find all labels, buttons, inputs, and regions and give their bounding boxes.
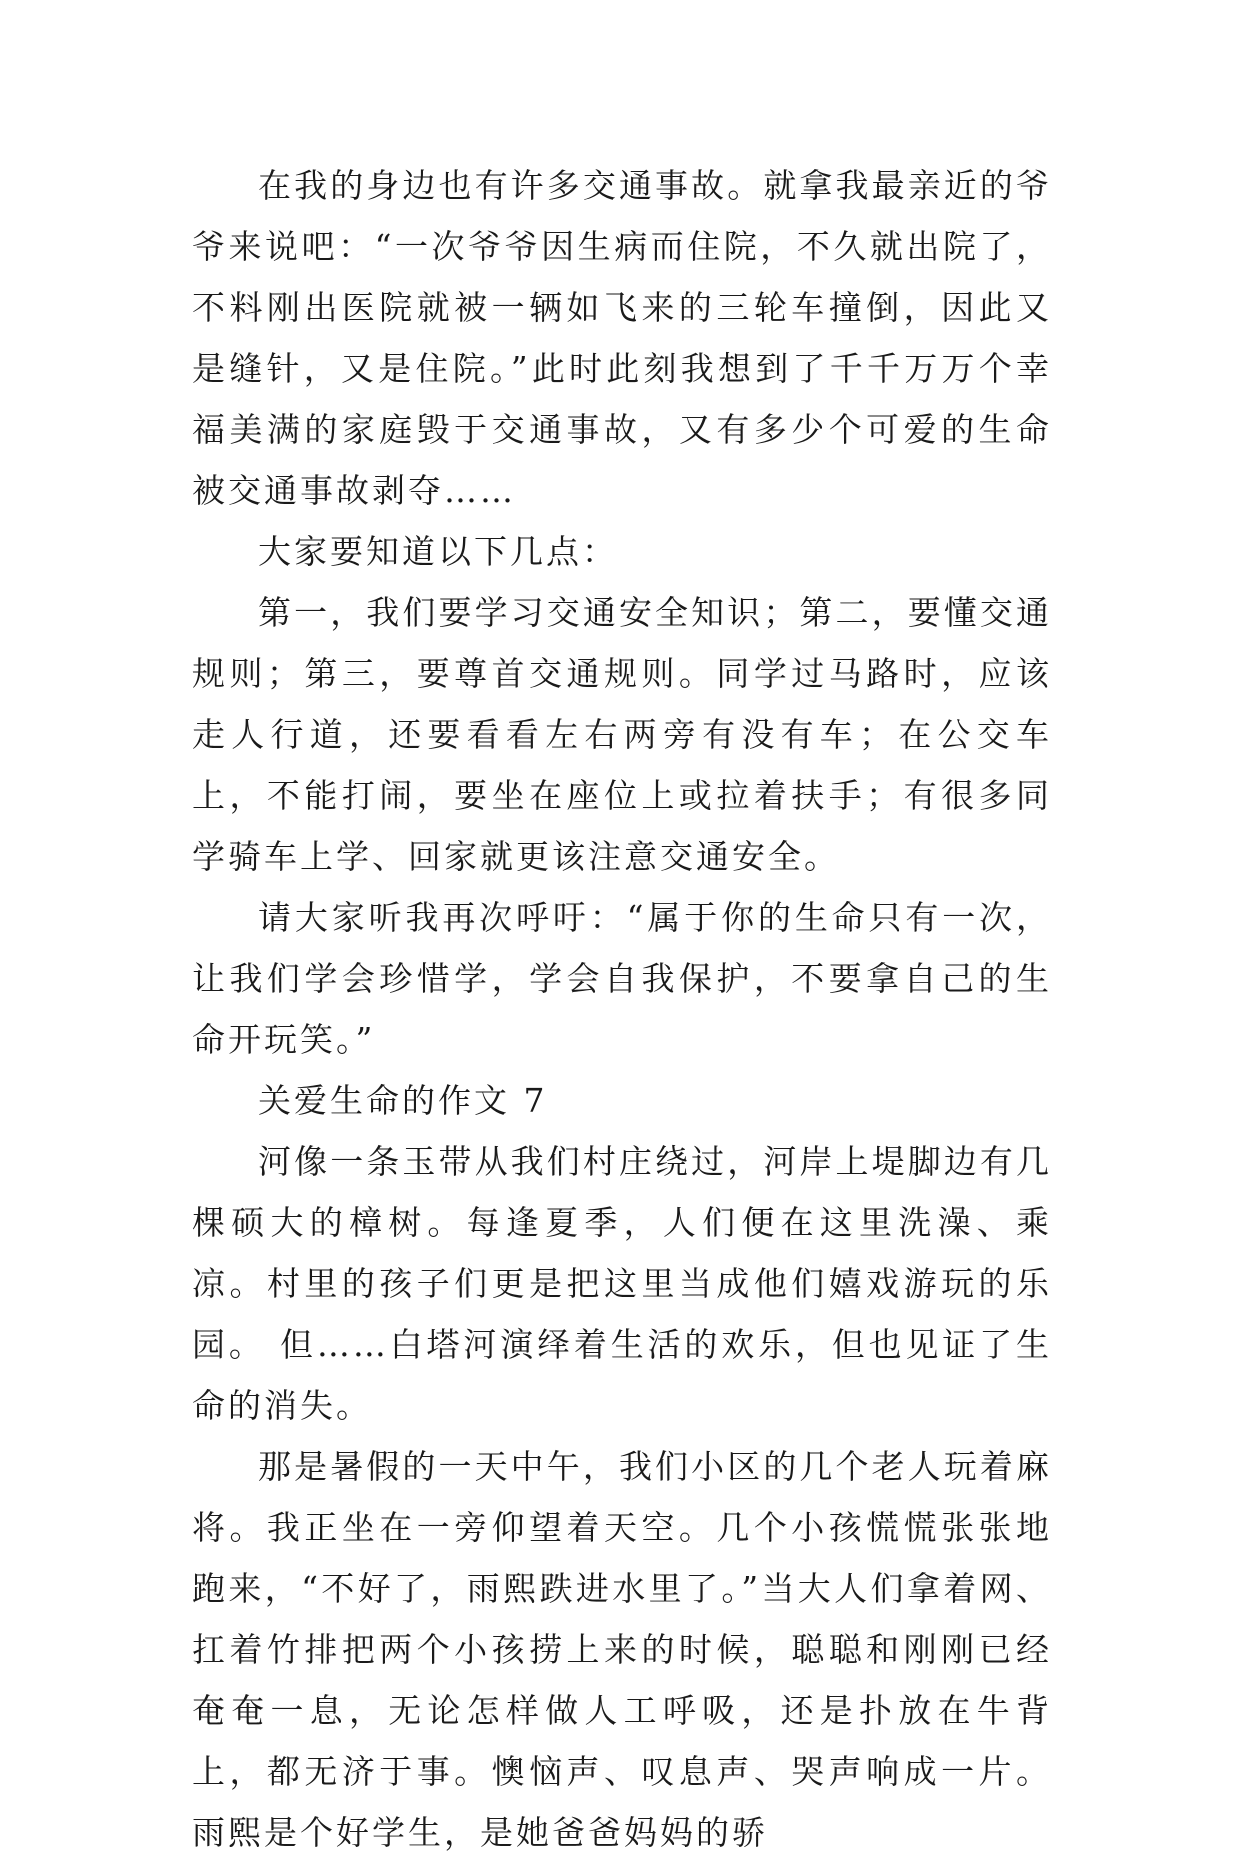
section-heading: 关爱生命的作文 7 (258, 1081, 548, 1120)
paragraph-river-description: 河像一条玉带从我们村庄绕过，河岸上堤脚边有几棵硕大的樟树。每逢夏季，人们便在这里洗澡、乘凉。村里的孩子们更是把这里当成他们嬉戏游玩的乐园。 但……白塔河演绎着生活的欢乐，但也见证了生命的消失。 (192, 1142, 1052, 1425)
document-body (192, 155, 1052, 1863)
paragraph-traffic-accidents-grandpa: 在我的身边也有许多交通事故。就拿我最亲近的爷爷来说吧：“一次爷爷因生病而住院，不久就出院了，不料刚出医院就被一辆如飞来的三轮车撞倒，因此又是缝针，又是住院。”此时此刻我想到了千千万万个幸福美满的家庭毁于交通事故，又有多少个可爱的生命被交通事故剥夺…… (192, 166, 1052, 510)
paragraph-points-intro: 大家要知道以下几点： (258, 532, 618, 571)
paragraph-summer-incident: 那是暑假的一天中午，我们小区的几个老人玩着麻将。我正坐在一旁仰望着天空。几个小孩慌慌张张地跑来，“不好了，雨熙跌进水里了。”当大人们拿着网、扛着竹排把两个小孩捞上来的时候，聪聪和刚刚已经奄奄一息，无论怎样做人工呼吸，还是扑放在牛背上，都无济于事。懊恼声、叹息声、哭声响成一片。雨熙是个好学生，是她爸爸妈妈的骄 (192, 1447, 1052, 1852)
paragraph-traffic-rules: 第一，我们要学习交通安全知识；第二，要懂交通规则；第三，要尊首交通规则。同学过马路时，应该走人行道，还要看看左右两旁有没有车；在公交车上，不能打闹，要坐在座位上或拉着扶手；有很多同学骑车上学、回家就更该注意交通安全。 (192, 593, 1052, 876)
paragraph-appeal: 请大家听我再次呼吁：“属于你的生命只有一次，让我们学会珍惜学，学会自我保护，不要拿自己的生命开玩笑。” (192, 898, 1052, 1059)
